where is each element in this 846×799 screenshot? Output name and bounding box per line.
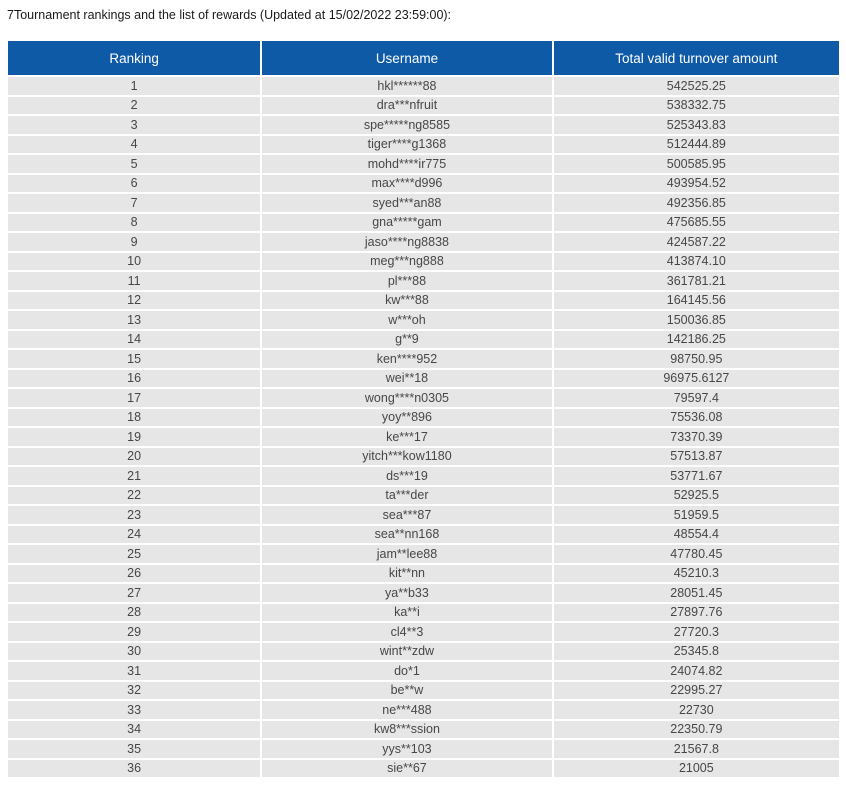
table-row — [8, 506, 839, 524]
ranking-cell: 36 — [8, 760, 260, 778]
username-cell: pl***88 — [262, 272, 551, 290]
page-title: 7Tournament rankings and the list of rewards (Updated at 15/02/2022 23:59:00): — [7, 8, 452, 22]
amount-cell: 361781.21 — [554, 272, 839, 290]
username-cell: ds***19 — [262, 467, 551, 485]
table-row — [8, 116, 839, 134]
username-cell: syed***an88 — [262, 194, 551, 212]
table-row — [8, 370, 839, 388]
table-row — [8, 448, 839, 466]
header-row — [8, 41, 839, 75]
ranking-cell: 27 — [8, 584, 260, 602]
ranking-cell: 30 — [8, 643, 260, 661]
amount-cell: 48554.4 — [554, 526, 839, 544]
amount-cell: 52925.5 — [554, 487, 839, 505]
username-cell: kw***88 — [262, 292, 551, 310]
amount-cell: 98750.95 — [554, 350, 839, 368]
table-row — [8, 194, 839, 212]
ranking-cell: 35 — [8, 740, 260, 758]
ranking-cell: 20 — [8, 448, 260, 466]
table-row — [8, 643, 839, 661]
username-cell: dra***nfruit — [262, 97, 551, 115]
ranking-cell: 24 — [8, 526, 260, 544]
username-cell: meg***ng888 — [262, 253, 551, 271]
amount-cell: 79597.4 — [554, 389, 839, 407]
ranking-cell: 33 — [8, 701, 260, 719]
table-row — [8, 584, 839, 602]
table-row — [8, 97, 839, 115]
ranking-cell: 32 — [8, 682, 260, 700]
table-row — [8, 526, 839, 544]
username-cell: max****d996 — [262, 175, 551, 193]
table-row — [8, 662, 839, 680]
amount-cell: 24074.82 — [554, 662, 839, 680]
column-header-username: Username — [262, 41, 551, 75]
table-row — [8, 311, 839, 329]
ranking-cell: 7 — [8, 194, 260, 212]
table-row — [8, 623, 839, 641]
table-row — [8, 604, 839, 622]
username-cell: sea***87 — [262, 506, 551, 524]
amount-cell: 542525.25 — [554, 77, 839, 95]
column-header-ranking: Ranking — [8, 41, 260, 75]
ranking-cell: 21 — [8, 467, 260, 485]
table-row — [8, 467, 839, 485]
table-row — [8, 136, 839, 154]
table-row — [8, 331, 839, 349]
ranking-cell: 18 — [8, 409, 260, 427]
rankings-table — [6, 39, 841, 779]
amount-cell: 492356.85 — [554, 194, 839, 212]
amount-cell: 57513.87 — [554, 448, 839, 466]
ranking-cell: 11 — [8, 272, 260, 290]
table-row — [8, 253, 839, 271]
amount-cell: 22350.79 — [554, 721, 839, 739]
username-cell: jaso****ng8838 — [262, 233, 551, 251]
username-cell: sea**nn168 — [262, 526, 551, 544]
amount-cell: 27897.76 — [554, 604, 839, 622]
table-row — [8, 428, 839, 446]
ranking-cell: 9 — [8, 233, 260, 251]
username-cell: gna*****gam — [262, 214, 551, 232]
amount-cell: 142186.25 — [554, 331, 839, 349]
ranking-cell: 13 — [8, 311, 260, 329]
amount-cell: 53771.67 — [554, 467, 839, 485]
amount-cell: 512444.89 — [554, 136, 839, 154]
ranking-cell: 6 — [8, 175, 260, 193]
username-cell: kw8***ssion — [262, 721, 551, 739]
username-cell: be**w — [262, 682, 551, 700]
ranking-cell: 15 — [8, 350, 260, 368]
ranking-cell: 4 — [8, 136, 260, 154]
username-cell: yitch***kow1180 — [262, 448, 551, 466]
ranking-cell: 16 — [8, 370, 260, 388]
table-row — [8, 682, 839, 700]
username-cell: cl4**3 — [262, 623, 551, 641]
column-header-total-valid-turnover-amount: Total valid turnover amount — [554, 41, 839, 75]
username-cell: do*1 — [262, 662, 551, 680]
username-cell: tiger****g1368 — [262, 136, 551, 154]
table-row — [8, 272, 839, 290]
amount-cell: 150036.85 — [554, 311, 839, 329]
amount-cell: 73370.39 — [554, 428, 839, 446]
amount-cell: 493954.52 — [554, 175, 839, 193]
table-row — [8, 77, 839, 95]
amount-cell: 500585.95 — [554, 155, 839, 173]
ranking-cell: 29 — [8, 623, 260, 641]
username-cell: ta***der — [262, 487, 551, 505]
username-cell: kit**nn — [262, 565, 551, 583]
ranking-cell: 22 — [8, 487, 260, 505]
ranking-cell: 25 — [8, 545, 260, 563]
table-row — [8, 214, 839, 232]
username-cell: ken****952 — [262, 350, 551, 368]
ranking-cell: 5 — [8, 155, 260, 173]
username-cell: spe*****ng8585 — [262, 116, 551, 134]
ranking-cell: 10 — [8, 253, 260, 271]
table-row — [8, 487, 839, 505]
username-cell: w***oh — [262, 311, 551, 329]
username-cell: yys**103 — [262, 740, 551, 758]
ranking-cell: 23 — [8, 506, 260, 524]
ranking-cell: 14 — [8, 331, 260, 349]
username-cell: wei**18 — [262, 370, 551, 388]
table-row — [8, 155, 839, 173]
rankings-table-header — [8, 41, 839, 75]
ranking-cell: 17 — [8, 389, 260, 407]
table-row — [8, 740, 839, 758]
ranking-cell: 3 — [8, 116, 260, 134]
amount-cell: 424587.22 — [554, 233, 839, 251]
amount-cell: 28051.45 — [554, 584, 839, 602]
username-cell: ne***488 — [262, 701, 551, 719]
amount-cell: 475685.55 — [554, 214, 839, 232]
username-cell: wint**zdw — [262, 643, 551, 661]
username-cell: mohd****ir775 — [262, 155, 551, 173]
table-row — [8, 350, 839, 368]
username-cell: ya**b33 — [262, 584, 551, 602]
table-row — [8, 545, 839, 563]
amount-cell: 21567.8 — [554, 740, 839, 758]
amount-cell: 164145.56 — [554, 292, 839, 310]
ranking-cell: 12 — [8, 292, 260, 310]
amount-cell: 21005 — [554, 760, 839, 778]
table-row — [8, 292, 839, 310]
table-row — [8, 175, 839, 193]
amount-cell: 96975.6127 — [554, 370, 839, 388]
ranking-cell: 1 — [8, 77, 260, 95]
table-row — [8, 409, 839, 427]
amount-cell: 413874.10 — [554, 253, 839, 271]
username-cell: yoy**896 — [262, 409, 551, 427]
ranking-cell: 26 — [8, 565, 260, 583]
username-cell: ka**i — [262, 604, 551, 622]
rankings-table-body — [8, 77, 839, 777]
username-cell: hkl******88 — [262, 77, 551, 95]
amount-cell: 25345.8 — [554, 643, 839, 661]
amount-cell: 22730 — [554, 701, 839, 719]
table-row — [8, 721, 839, 739]
amount-cell: 525343.83 — [554, 116, 839, 134]
table-row — [8, 565, 839, 583]
amount-cell: 75536.08 — [554, 409, 839, 427]
ranking-cell: 28 — [8, 604, 260, 622]
amount-cell: 47780.45 — [554, 545, 839, 563]
amount-cell: 538332.75 — [554, 97, 839, 115]
table-row — [8, 233, 839, 251]
username-cell: ke***17 — [262, 428, 551, 446]
ranking-cell: 34 — [8, 721, 260, 739]
username-cell: jam**lee88 — [262, 545, 551, 563]
ranking-cell: 8 — [8, 214, 260, 232]
table-row — [8, 760, 839, 778]
ranking-cell: 19 — [8, 428, 260, 446]
username-cell: g**9 — [262, 331, 551, 349]
ranking-cell: 31 — [8, 662, 260, 680]
amount-cell: 22995.27 — [554, 682, 839, 700]
username-cell: sie**67 — [262, 760, 551, 778]
table-row — [8, 389, 839, 407]
username-cell: wong****n0305 — [262, 389, 551, 407]
ranking-cell: 2 — [8, 97, 260, 115]
amount-cell: 27720.3 — [554, 623, 839, 641]
amount-cell: 45210.3 — [554, 565, 839, 583]
amount-cell: 51959.5 — [554, 506, 839, 524]
table-row — [8, 701, 839, 719]
